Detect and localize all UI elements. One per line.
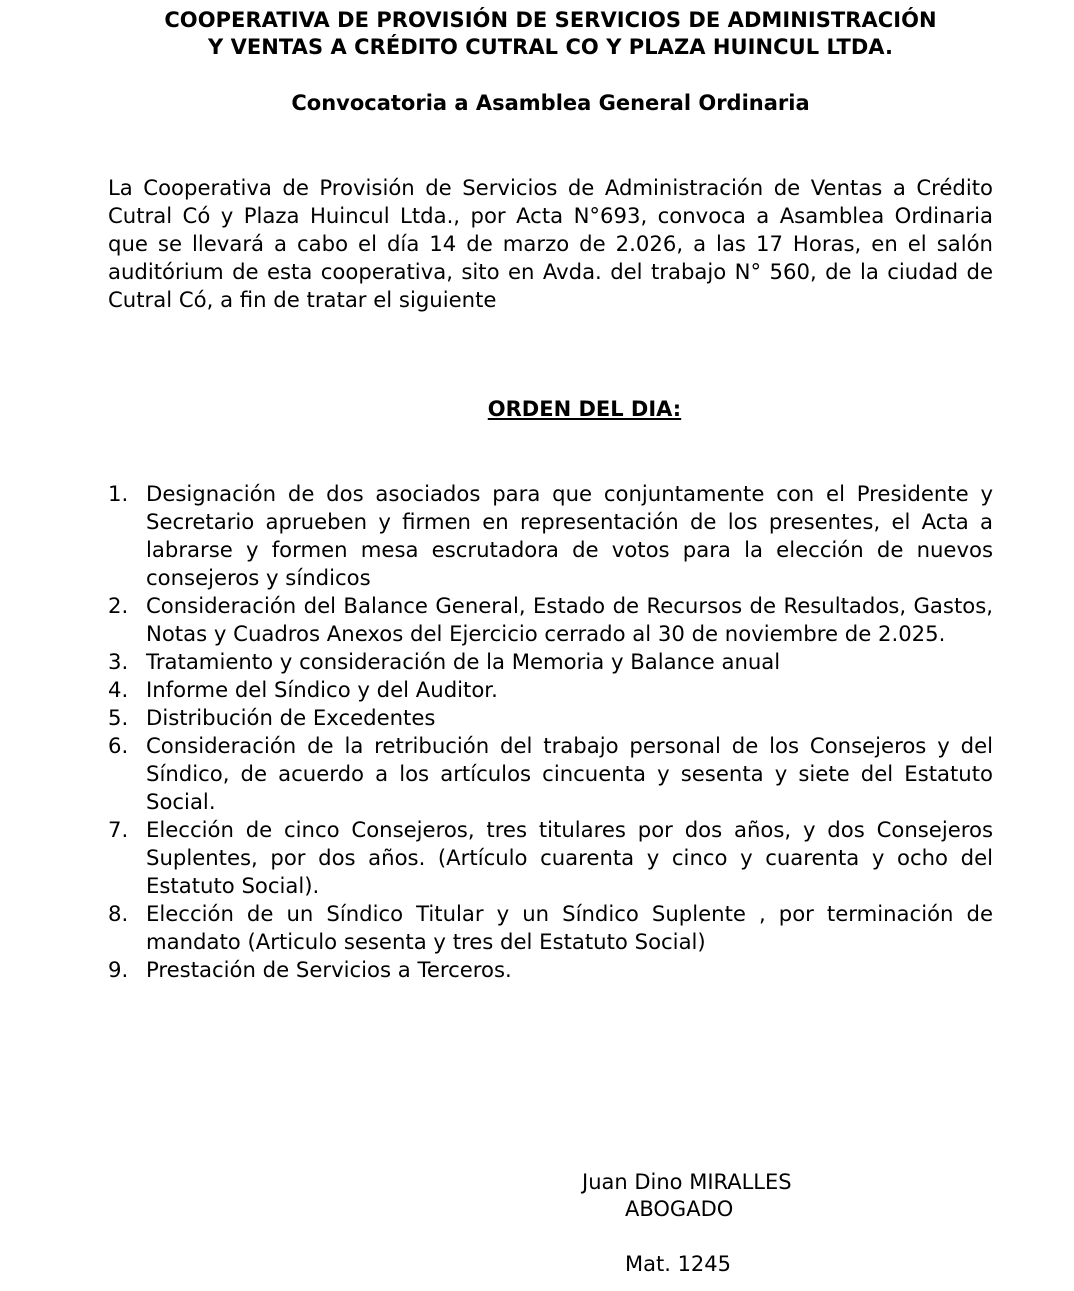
- agenda-item-text: Informe del Síndico y del Auditor.: [146, 677, 498, 702]
- agenda-item: [108, 956, 993, 984]
- agenda-item-number: 3.: [108, 649, 129, 674]
- agenda-item-number: 4.: [108, 677, 129, 702]
- agenda-item: [108, 648, 993, 676]
- agenda-item-text: Tratamiento y consideración de la Memoria y Balance anual: [146, 649, 781, 674]
- agenda-item-text: Distribución de Excedentes: [146, 705, 436, 730]
- agenda-item-text: Prestación de Servicios a Terceros.: [146, 957, 512, 982]
- agenda-item: [108, 732, 993, 816]
- agenda-item-number: 9.: [108, 957, 129, 982]
- agenda-item-number: 1.: [108, 481, 129, 506]
- title-line-1: COOPERATIVA DE PROVISIÓN DE SERVICIOS DE ADMINISTRACIÓN: [164, 8, 937, 32]
- agenda-item: [108, 900, 993, 956]
- agenda-item-text: Designación de dos asociados para que conjuntamente con el Presidente y Secretario aprueben y firmen en representación de los presentes, el Acta a labrarse y formen mesa escrutadora de votos para la elección de nuevos consejeros y síndicos: [146, 481, 993, 590]
- agenda-item-text: Consideración del Balance General, Estado de Recursos de Resultados, Gastos, Notas y Cuadros Anexos del Ejercicio cerrado al 30 de noviembre de 2.025.: [146, 593, 993, 646]
- agenda-item-text: Consideración de la retribución del trabajo personal de los Consejeros y del Síndico, de acuerdo a los artículos cincuenta y sesenta y siete del Estatuto Social.: [146, 733, 993, 814]
- agenda-item-text: Elección de cinco Consejeros, tres titulares por dos años, y dos Consejeros Suplentes, por dos años. (Artículo cuarenta y cinco y cuarenta y ocho del Estatuto Social).: [146, 817, 993, 898]
- signatory-title: ABOGADO: [625, 1197, 734, 1221]
- agenda-item-text: Elección de un Síndico Titular y un Síndico Suplente , por terminación de mandato (Articulo sesenta y tres del Estatuto Social): [146, 901, 993, 954]
- title-line-2: Y VENTAS A CRÉDITO CUTRAL CO Y PLAZA HUINCUL LTDA.: [207, 35, 894, 59]
- agenda-item-number: 8.: [108, 901, 129, 926]
- agenda-list: [108, 480, 993, 984]
- agenda-item: [108, 592, 993, 648]
- agenda-item: [108, 480, 993, 592]
- agenda-item: [108, 704, 993, 732]
- agenda-item: [108, 676, 993, 704]
- signatory-name: Juan Dino MIRALLES: [582, 1170, 792, 1194]
- document-title: [0, 7, 1074, 61]
- agenda-item-number: 5.: [108, 705, 129, 730]
- document-subtitle: Convocatoria a Asamblea General Ordinaria: [291, 91, 810, 115]
- agenda-item: [108, 816, 993, 900]
- signatory-registration: Mat. 1245: [625, 1252, 732, 1276]
- agenda-item-number: 6.: [108, 733, 129, 758]
- agenda-heading: ORDEN DEL DIA:: [487, 397, 682, 421]
- agenda-item-number: 7.: [108, 817, 129, 842]
- agenda-item-number: 2.: [108, 593, 129, 618]
- intro-paragraph: La Cooperativa de Provisión de Servicios de Administración de Ventas a Crédito Cutral Có y Plaza Huincul Ltda., por Acta N°693, convoca a Asamblea Ordinaria que se llevará a cabo el día 14 de marzo de 2.026, a las 17 Horas, en el salón auditórium de esta cooperativa, sito en Avda. del trabajo N° 560, de la ciudad de Cutral Có, a fin de tratar el siguiente: [108, 175, 993, 312]
